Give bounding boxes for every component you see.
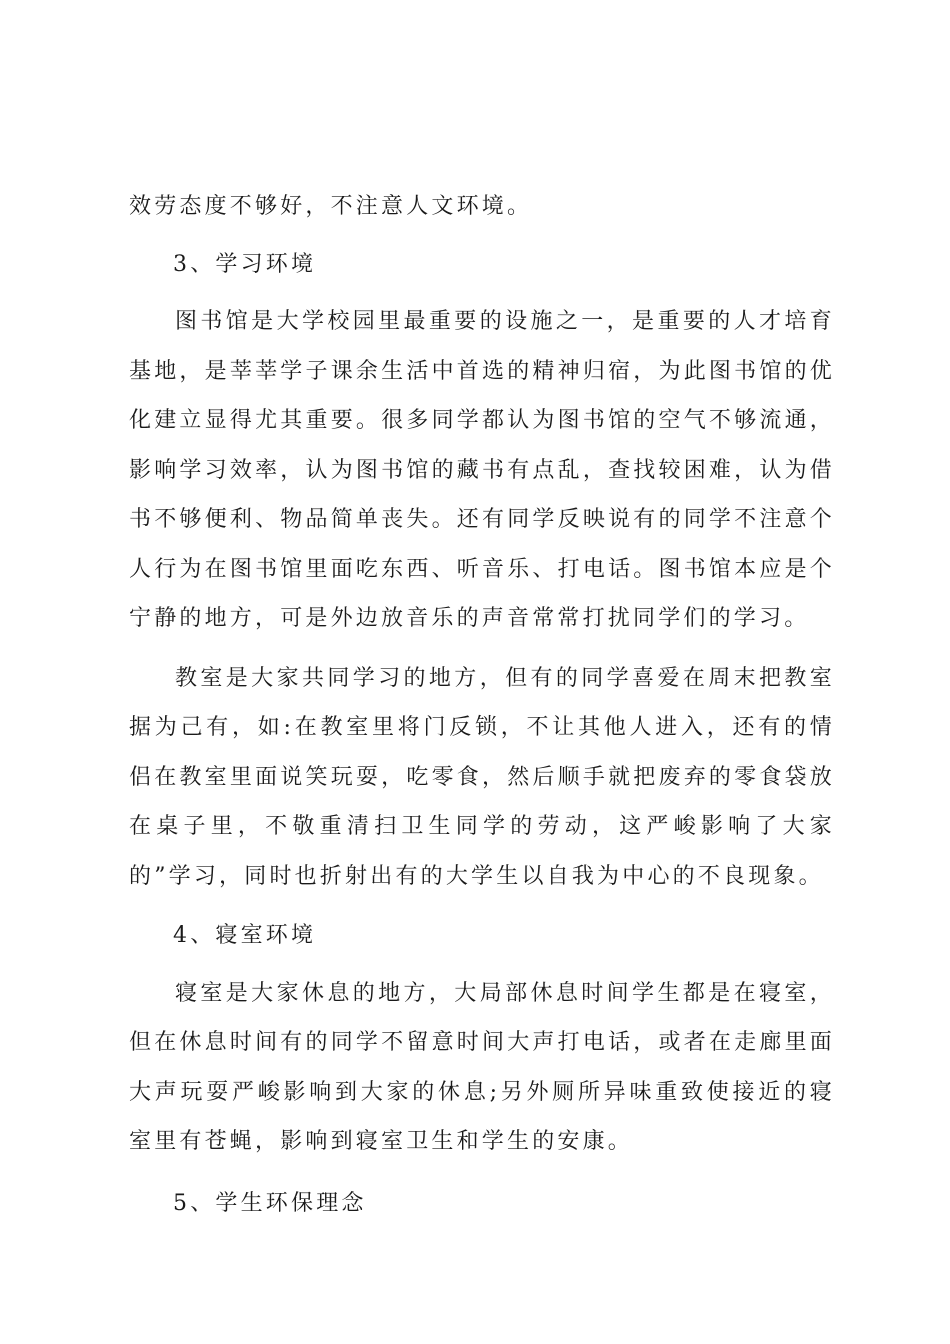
document-body — [129, 182, 835, 1228]
paragraph-classroom: 教室是大家共同学习的地方，但有的同学喜爱在周末把教室据为己有，如:在教室里将门反锁，不让其他人进入，还有的情侣在教室里面说笑玩耍，吃零食，然后顺手就把废弃的零食袋放在桌子里，不敬重清扫卫生同学的劳动，这严峻影响了大家的”学习，同时也折射出有的大学生以自我为中心的不良现象。 — [129, 665, 835, 889]
section-heading-dormitory-environment: 4、寝室环境 — [173, 923, 317, 948]
continuation-paragraph: 效劳态度不够好，不注意人文环境。 — [129, 194, 533, 219]
section-heading-student-eco-concept: 5、学生环保理念 — [173, 1190, 367, 1216]
paragraph-library: 图书馆是大学校园里最重要的设施之一，是重要的人才培育基地，是莘莘学子课余生活中首选的精神归宿，为此图书馆的优化建立显得尤其重要。很多同学都认为图书馆的空气不够流通，影响学习效率，认为图书馆的藏书有点乱，查找较困难，认为借书不够便利、物品简单丧失。还有同学反映说有的同学不注意个人行为在图书馆里面吃东西、听音乐、打电话。图书馆本应是个宁静的地方，可是外边放音乐的声音常常打扰同学们的学习。 — [129, 309, 835, 631]
section-heading-study-environment: 3、学习环境 — [173, 251, 317, 277]
paragraph-dormitory: 寝室是大家休息的地方，大局部休息时间学生都是在寝室，但在休息时间有的同学不留意时间大声打电话，或者在走廊里面大声玩耍严峻影响到大家的休息;另外厕所异味重致使接近的寝室里有苍蝇，影响到寝室卫生和学生的安康。 — [129, 980, 835, 1154]
